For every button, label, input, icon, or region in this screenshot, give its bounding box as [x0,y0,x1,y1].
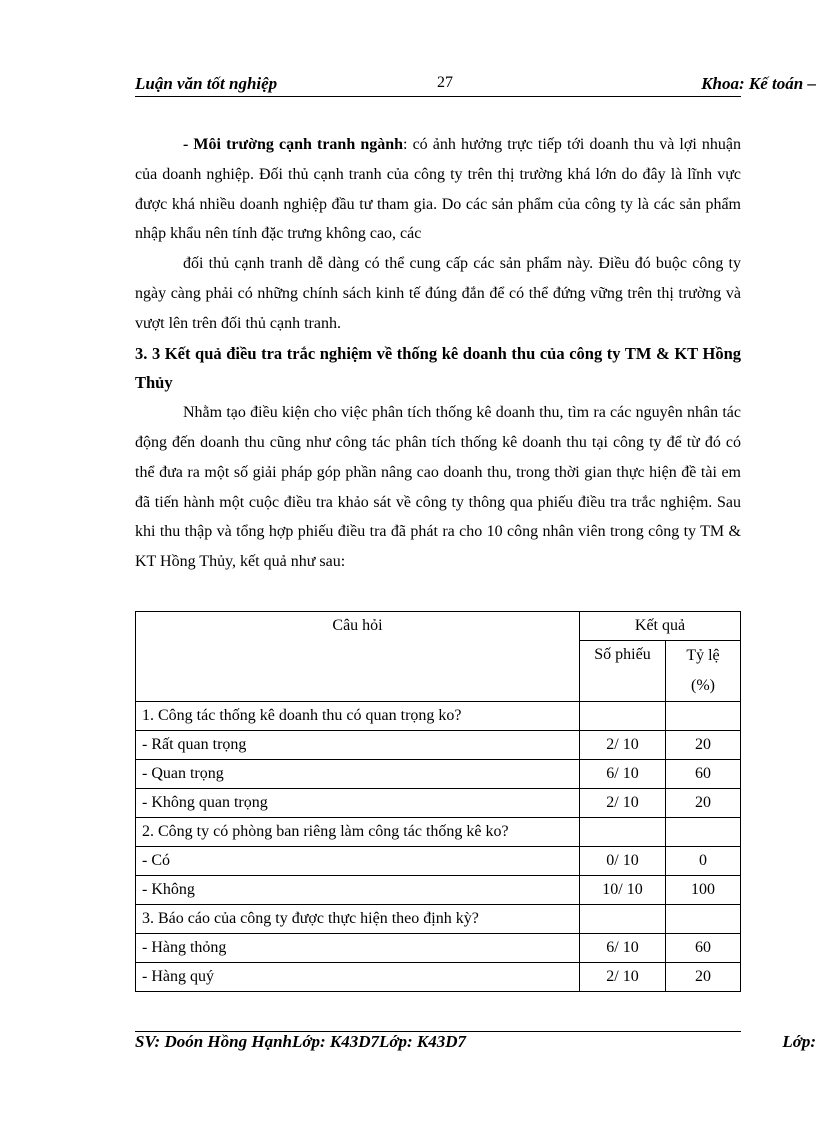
class-label: Lớp: [782,1032,816,1051]
paragraph-competitors: đối thủ cạnh tranh dễ dàng có thể cung cấp các sản phẩm này. Điều đó buộc công ty ngày càng phải có những chính sách kinh tế đúng đắn để có thể đứng vững trên thị trường và vượt lên trên đối thủ cạnh tranh. [135,255,741,332]
row-percent: 60 [666,760,741,789]
header-votes: Số phiếu [580,641,666,702]
header-question: Câu hỏi [136,612,580,702]
row-votes [580,905,666,934]
header-rule [135,96,741,97]
table-row [136,789,741,818]
row-question: - Hàng quý [136,963,580,992]
row-votes: 10/ 10 [580,876,666,905]
row-percent: 100 [666,876,741,905]
faculty-label: Khoa: Kế toán – [701,74,816,93]
row-question: - Không [136,876,580,905]
row-percent [666,905,741,934]
row-percent [666,702,741,731]
table-row [136,905,741,934]
row-percent: 20 [666,731,741,760]
row-question: 1. Công tác thống kê doanh thu có quan trọng ko? [136,702,580,731]
row-question: - Không quan trọng [136,789,580,818]
header-percent-unit: (%) [691,677,715,694]
header-result: Kết quả [580,612,741,641]
row-votes: 2/ 10 [580,731,666,760]
row-votes [580,702,666,731]
row-votes: 6/ 10 [580,934,666,963]
table-row [136,847,741,876]
competition-text: : có ảnh hưởng trực tiếp tới doanh thu và lợi nhuận của doanh nghiệp. Đối thủ cạnh tranh của công ty trên thị trường khá lớn do đây là lĩnh vực được khá nhiều doanh nghiệp đầu tư tham gia. Do các sản phẩm của công ty là các sản phẩm nhập khẩu nên tính đặc trưng không cao, các [135,136,741,243]
table-row [136,760,741,789]
table-row [136,702,741,731]
page-header [135,74,816,96]
paragraph-survey-intro: Nhằm tạo điều kiện cho việc phân tích thống kê doanh thu, tìm ra các nguyên nhân tác động đến doanh thu cũng như công tác phân tích thống kê doanh thu tại công ty để từ đó có thể đưa ra một số giải pháp góp phần nâng cao doanh thu, trong thời gian thực hiện đề tài em đã tiến hành một cuộc điều tra khảo sát về công ty thông qua phiếu điều tra trắc nghiệm. Sau khi thu thập và tổng hợp phiếu điều tra đã phát ra cho 10 công nhân viên trong công ty TM & KT Hồng Thủy, kết quả như sau: [135,404,741,571]
row-percent: 20 [666,963,741,992]
section-heading: 3. 3 Kết quả điều tra trắc nghiệm về thống kê doanh thu của công ty TM & KT Hồng Thủy [135,343,741,393]
thesis-title: Luận văn tốt nghiệp [135,74,278,93]
paragraph-competition [135,130,741,249]
row-question: 3. Báo cáo của công ty được thực hiện theo định kỳ? [136,905,580,934]
row-votes: 2/ 10 [580,789,666,818]
table-row [136,934,741,963]
competition-heading: - Môi trường cạnh tranh ngành [183,136,404,153]
table-row [136,963,741,992]
table-row [136,876,741,905]
student-info: SV: Doón Hồng HạnhLớp: K43D7Lớp: K43D7 [135,1032,467,1051]
row-question: 2. Công ty có phòng ban riêng làm công tác thống kê ko? [136,818,580,847]
header-percent-label: Tỷ lệ [686,647,720,664]
row-question: - Hàng thỏng [136,934,580,963]
row-percent: 60 [666,934,741,963]
page-number: 27 [437,74,453,91]
row-votes: 0/ 10 [580,847,666,876]
row-votes: 6/ 10 [580,760,666,789]
row-votes [580,818,666,847]
table-row [136,731,741,760]
table-header-row [136,612,741,641]
survey-results-table [135,611,741,992]
table-row [136,818,741,847]
row-votes: 2/ 10 [580,963,666,992]
row-question: - Rất quan trọng [136,731,580,760]
page-footer [135,1032,816,1056]
row-percent [666,818,741,847]
header-percent [666,641,741,702]
row-question: - Có [136,847,580,876]
row-percent: 0 [666,847,741,876]
row-question: - Quan trọng [136,760,580,789]
row-percent: 20 [666,789,741,818]
document-body [135,130,741,577]
